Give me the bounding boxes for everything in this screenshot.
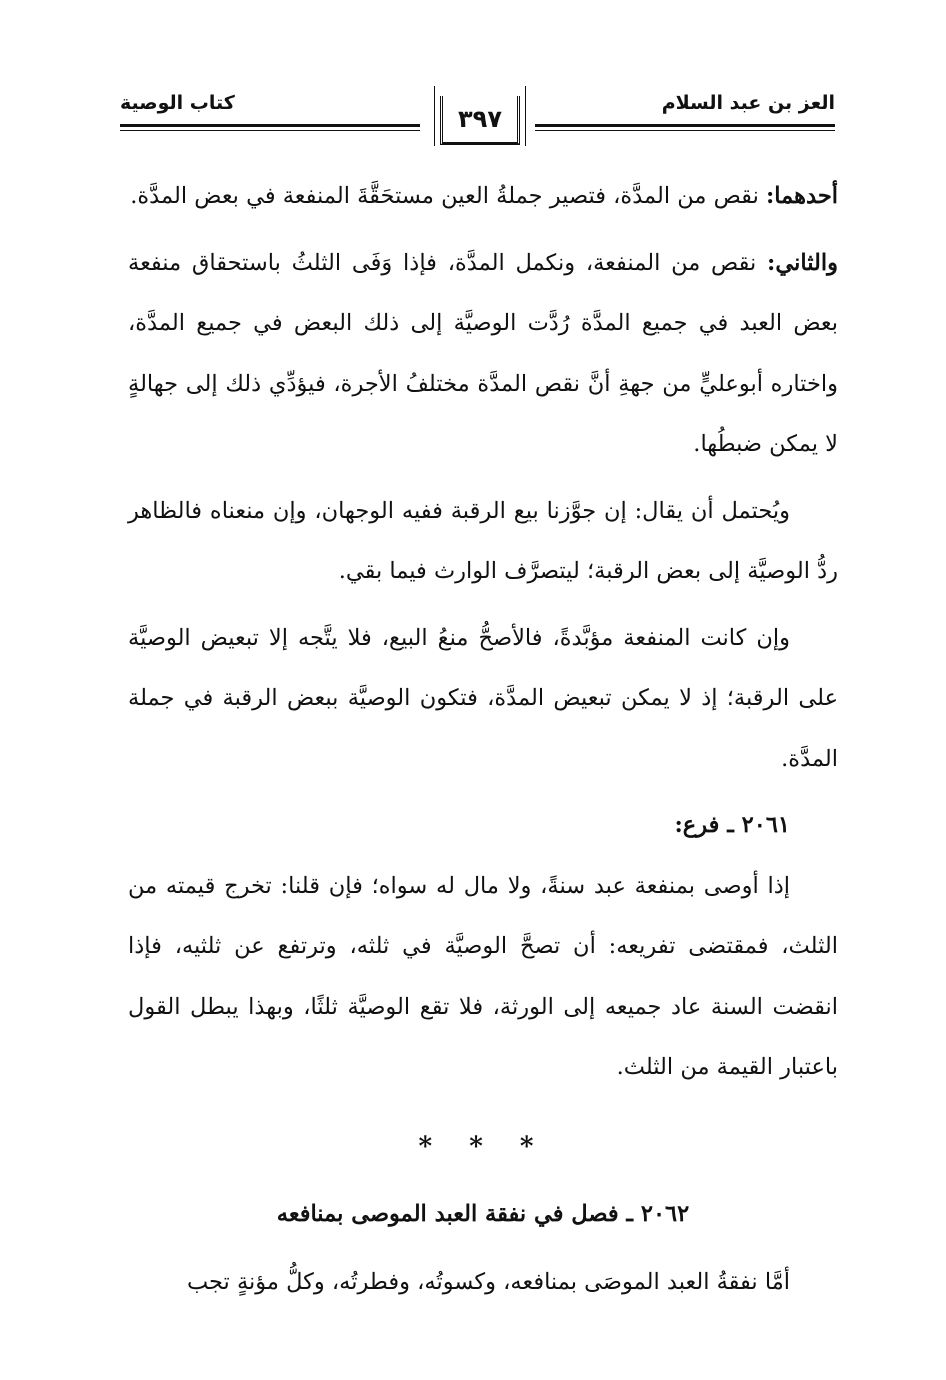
paragraph-text: نقص من المدَّة، فتصير جملةُ العين مستحَقَّةَ المنفعة في بعض المدَّة. bbox=[130, 183, 766, 209]
page-number: ٣٩٧ bbox=[440, 96, 520, 145]
paragraph-lead: أحدهما: bbox=[765, 183, 838, 209]
header-rule-left bbox=[120, 124, 420, 127]
paragraph-first bbox=[128, 166, 838, 227]
header-rule-left-thin bbox=[120, 130, 420, 131]
paragraph-third: ويُحتمل أن يقال: إن جوَّزنا بيع الرقبة ففيه الوجهان، وإن منعناه فالظاهر ردُّ الوصيَّة إلى بعض الرقبة؛ ليتصرَّف الوارث فيما بقي. bbox=[128, 497, 838, 584]
paragraph-second bbox=[128, 233, 838, 475]
paragraph-text: نقص من المنفعة، ونكمل المدَّة، فإذا وَفَى الثلثُ باستحقاق منفعة بعض العبد في جميع المدَّة رُدَّت الوصيَّة إلى ذلك البعض في جميع المدَّة، واختاره أبوعليٍّ من جهةِ أنَّ نقص المدَّة مختلفُ الأجرة، فيؤدِّي ذلك إلى جهالةٍ لا يمكن ضبطُها. bbox=[128, 249, 838, 457]
header-book-title: كتاب الوصية bbox=[120, 92, 235, 114]
section-separator: * * * bbox=[418, 1131, 548, 1162]
paragraph-fifth: إذا أوصى بمنفعة عبد سنةً، ولا مال له سواه؛ فإن قلنا: تخرج قيمته من الثلث، فمقتضى تفريعه: أن تصحَّ الوصيَّة في ثلثه، وترتفع عن ثلثيه، فإذا انقضت السنة عاد جميعه إلى الورثة، فلا تقع الوصيَّة ثلثًا، وبهذا يبطل القول باعتبار القيمة من الثلث. bbox=[128, 872, 838, 1080]
paragraph-sixth: أمَّا نفقةُ العبد الموصَى بمنافعه، وكسوتُه، وفطرتُه، وكلُّ مؤنةٍ تجب bbox=[186, 1269, 790, 1295]
branch-heading: ٢٠٦١ ـ فرع: bbox=[674, 812, 790, 838]
header-rule-right bbox=[535, 124, 835, 127]
header-author: العز بن عبد السلام bbox=[661, 92, 835, 114]
paragraph-fourth: وإن كانت المنفعة مؤبَّدةً، فالأصحُّ منعُ البيع، فلا يتَّجه إلا تبعيض الوصيَّة على الرقبة؛ إذ لا يمكن تبعيض المدَّة، فتكون الوصيَّة ببعض الرقبة في جملة المدَّة. bbox=[128, 624, 838, 772]
header-rule-right-thin bbox=[535, 130, 835, 131]
paragraph-lead: والثاني: bbox=[767, 249, 838, 276]
page-header bbox=[120, 88, 835, 148]
page-body bbox=[128, 166, 838, 1319]
section-heading: ٢٠٦٢ ـ فصل في نفقة العبد الموصى بمنافعه bbox=[276, 1200, 690, 1227]
